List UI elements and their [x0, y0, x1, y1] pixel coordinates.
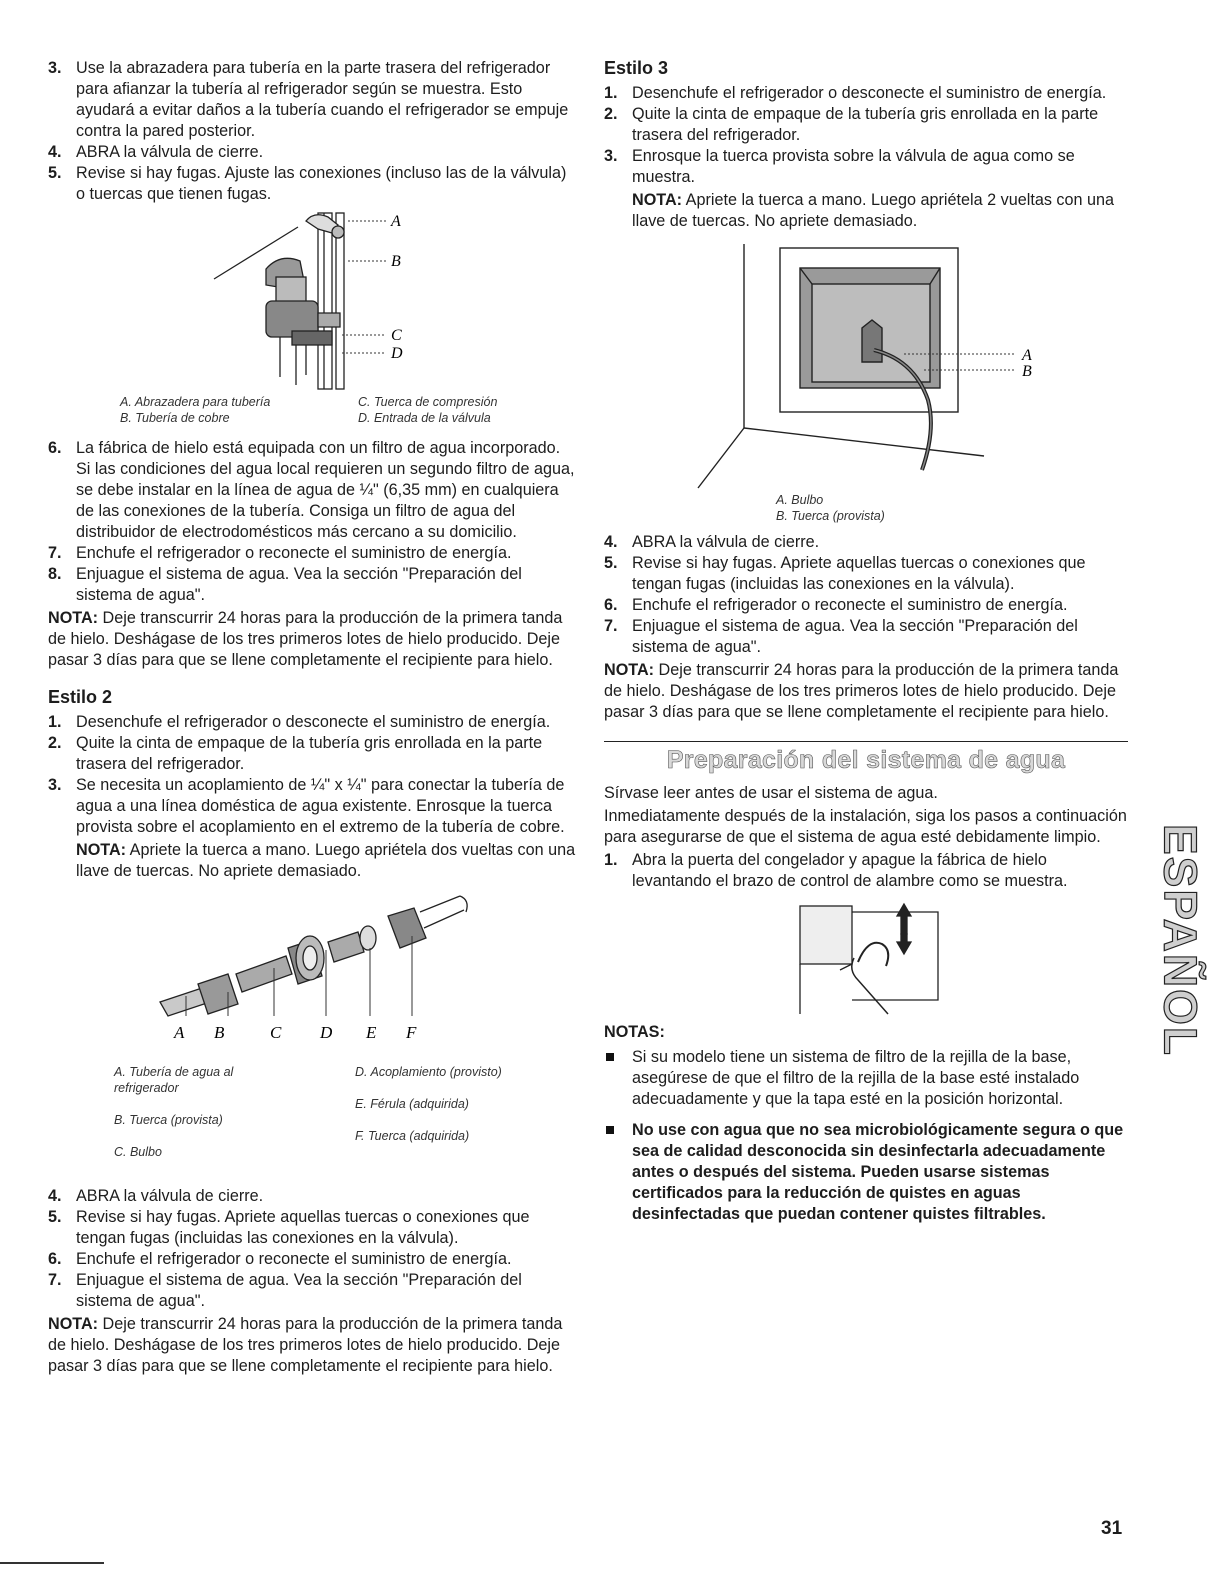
coupling-label-b: B	[214, 1023, 225, 1042]
step-4-open-valve: 4. ABRA la válvula de cierre.	[48, 143, 264, 161]
coupling-label-d: D	[320, 1023, 333, 1042]
caption-ferrule: E. Férula (adquirida)	[355, 1097, 469, 1111]
style-2-step-6: 6. Enchufe el refrigerador o reconecte el suministro de energía.	[48, 1250, 512, 1268]
caption-a: A. Abrazadera para tubería	[120, 395, 271, 409]
style-3-step-6: 6. Enchufe el refrigerador o reconecte el suministro de energía.	[604, 596, 1068, 614]
language-side-tab: ESPAÑOL	[1154, 823, 1207, 1057]
valve-illustration	[48, 209, 576, 392]
style-3-step-2: 2. Quite la cinta de empaque de la tubería gris enrollada en la parte trasera del refrigerador.	[604, 105, 1099, 144]
bullet-square-icon	[606, 1126, 614, 1134]
caption-coupling: D. Acoplamiento (provisto)	[355, 1065, 502, 1079]
dispenser-label-b: B	[1022, 363, 1032, 380]
dispenser-illustration	[604, 244, 1128, 506]
steps-group-b	[48, 438, 576, 606]
coupling-label-e: E	[366, 1023, 377, 1042]
water-prep-step-1: 1. Abra la puerta del congelador y apague la fábrica de hielo levantando el brazo de control de alambre como se muestra.	[604, 851, 1068, 890]
valve-label-d: D	[391, 345, 403, 362]
style-3-steps	[604, 83, 1128, 232]
coupling-label-c: C	[270, 1023, 282, 1042]
water-prep-intro-1: Sírvase leer antes de usar el sistema de agua.	[604, 784, 938, 802]
caption-d: D. Entrada de la válvula	[358, 411, 491, 425]
style-2-step-3: 3. Se necesita un acoplamiento de ¼" x ¼" para conectar la tubería de agua a una línea doméstica de agua existente. Enrosque la tuerca provista sobre el acoplamiento en el extremo de la tubería de cobre. NOTA: Apriete la tuerca a mano. Luego apriétela dos vueltas con una llave de tuercas. No apriete demasiado.	[48, 776, 576, 880]
coupling-caption	[48, 1048, 576, 1176]
notes-title: NOTAS:	[604, 1023, 665, 1041]
coupling-caption-left	[114, 1048, 335, 1176]
style-2-step-4: 4. ABRA la válvula de cierre.	[48, 1187, 264, 1205]
coupling-figure	[48, 892, 576, 1042]
note-bullet-water-safety: No use con agua que no sea microbiológicamente segura o que sea de calidad desconocida sin desinfectarla adecuadamente antes o después del sistema. Pueden usarse sistemas certificados para la reducción de quistes en aguas desinfectadas que puedan contener quistes filtrables.	[604, 1120, 1128, 1225]
dispenser-figure	[604, 244, 1128, 506]
icemaker-figure	[604, 898, 1128, 1018]
right-column	[604, 58, 1128, 1235]
style-3-step-3: 3. Enrosque la tuerca provista sobre la válvula de agua como se muestra. NOTA: Apriete la tuerca a mano. Luego apriétela 2 vueltas con una llave de tuercas. No apriete demasiado.	[604, 146, 1128, 232]
note-ice-production: NOTA: Deje transcurrir 24 horas para la producción de la primera tanda de hielo. Deshágase de los tres primeros lotes de hielo producido. Deje pasar 3 días para que se llene completamente el recipiente para hielo.	[48, 609, 563, 669]
bullet-square-icon	[606, 1053, 614, 1061]
section-divider	[604, 741, 1128, 742]
style-3-step-7: 7. Enjuague el sistema de agua. Vea la sección "Preparación del sistema de agua".	[604, 617, 1078, 656]
caption-c: C. Tuerca de compresión	[358, 395, 498, 409]
caption-nut-provided: B. Tuerca (provista)	[114, 1113, 223, 1127]
caption-nut-right: B. Tuerca (provista)	[776, 509, 885, 523]
icemaker-illustration	[604, 898, 1128, 1018]
steps-group-a	[48, 58, 576, 205]
style-2-heading: Estilo 2	[48, 687, 113, 707]
style-3-step-4: 4. ABRA la válvula de cierre.	[604, 533, 820, 551]
valve-label-a: A	[391, 213, 401, 230]
step-8-flush: 8. Enjuague el sistema de agua. Vea la sección "Preparación del sistema de agua".	[48, 565, 522, 604]
coupling-label-a: A	[174, 1023, 185, 1042]
valve-label-b: B	[391, 253, 401, 270]
style-2-steps	[48, 712, 576, 882]
left-column	[48, 58, 576, 1377]
step-6-filter: 6. La fábrica de hielo está equipada con un filtro de agua incorporado. Si las condiciones del agua local requieren un segundo filtro de agua, se debe instalar en la línea de agua de ¼" (6,35 mm) en cualquiera de las conexiones de la tubería. Consiga un filtro de agua del distribuidor de electrodomésticos más cercano a su domicilio.	[48, 439, 575, 541]
style-2-step-note: NOTA: Apriete la tuerca a mano. Luego apriétela dos vueltas con una llave de tuercas. No apriete demasiado.	[76, 841, 576, 880]
style-3-steps-after	[604, 532, 1128, 658]
water-prep-title: Preparación del sistema de agua	[666, 746, 1066, 774]
caption-nut-acquired: F. Tuerca (adquirida)	[355, 1129, 470, 1143]
valve-caption	[48, 394, 576, 426]
caption-b: B. Tubería de cobre	[120, 411, 230, 425]
style-3-step-1: 1. Desenchufe el refrigerador o desconecte el suministro de energía.	[604, 84, 1107, 102]
coupling-caption-right	[355, 1048, 576, 1176]
style-2-steps-after	[48, 1186, 576, 1312]
step-7-plug-in: 7. Enchufe el refrigerador o reconecte el suministro de energía.	[48, 544, 512, 562]
coupling-label-f: F	[406, 1023, 417, 1042]
style-3-step-note: NOTA: Apriete la tuerca a mano. Luego apriétela 2 vueltas con una llave de tuercas. No apriete demasiado.	[632, 191, 1115, 230]
caption-pipe: A. Tubería de agua al refrigerador	[114, 1065, 234, 1095]
style-3-heading: Estilo 3	[604, 58, 669, 78]
coupling-illustration	[48, 892, 576, 1042]
style-2-step-5: 5. Revise si hay fugas. Apriete aquellas tuercas o conexiones que tengan fugas (incluidas las conexiones en la válvula).	[48, 1208, 530, 1247]
caption-bulb-right: A. Bulbo	[776, 493, 824, 507]
page-number: 31	[1101, 1518, 1123, 1539]
step-3-clamp: 3. Use la abrazadera para tubería en la parte trasera del refrigerador para afianzar la tubería al refrigerador según se muestra. Esto ayudará a evitar daños a la tubería cuando el refrigerador se empuje contra la pared posterior.	[48, 59, 569, 140]
style-2-step-2: 2. Quite la cinta de empaque de la tubería gris enrollada en la parte trasera del refrigerador.	[48, 734, 543, 773]
caption-bulb: C. Bulbo	[114, 1145, 162, 1159]
step-5-check-leaks: 5. Revise si hay fugas. Ajuste las conexiones (incluso las de la válvula) o tuercas que tienen fugas.	[48, 164, 567, 203]
style-2-step-1: 1. Desenchufe el refrigerador o desconecte el suministro de energía.	[48, 713, 551, 731]
style-3-note: NOTA: Deje transcurrir 24 horas para la producción de la primera tanda de hielo. Deshágase de los tres primeros lotes de hielo producido. Deje pasar 3 días para que se llene completamente el recipiente para hielo.	[604, 661, 1119, 721]
style-2-step-7: 7. Enjuague el sistema de agua. Vea la sección "Preparación del sistema de agua".	[48, 1271, 522, 1310]
style-3-step-5: 5. Revise si hay fugas. Apriete aquellas tuercas o conexiones que tengan fugas (incluidas las conexiones en la válvula).	[604, 554, 1086, 593]
valve-figure	[48, 209, 576, 392]
water-prep-intro-2: Inmediatamente después de la instalación, siga los pasos a continuación para asegurarse de que el sistema de agua esté debidamente limpio.	[604, 807, 1127, 846]
style-2-note: NOTA: Deje transcurrir 24 horas para la producción de la primera tanda de hielo. Deshágase de los tres primeros lotes de hielo producido. Deje pasar 3 días para que se llene completamente el recipiente para hielo.	[48, 1315, 563, 1375]
dispenser-label-a: A	[1022, 347, 1032, 364]
valve-label-c: C	[391, 327, 402, 344]
note-bullet-grille-filter: Si su modelo tiene un sistema de filtro de la rejilla de la base, asegúrese de que el filtro de la rejilla de la base esté instalado adecuadamente y que la tapa esté en la posición horizontal.	[604, 1047, 1128, 1110]
footer-rule	[0, 1562, 104, 1564]
